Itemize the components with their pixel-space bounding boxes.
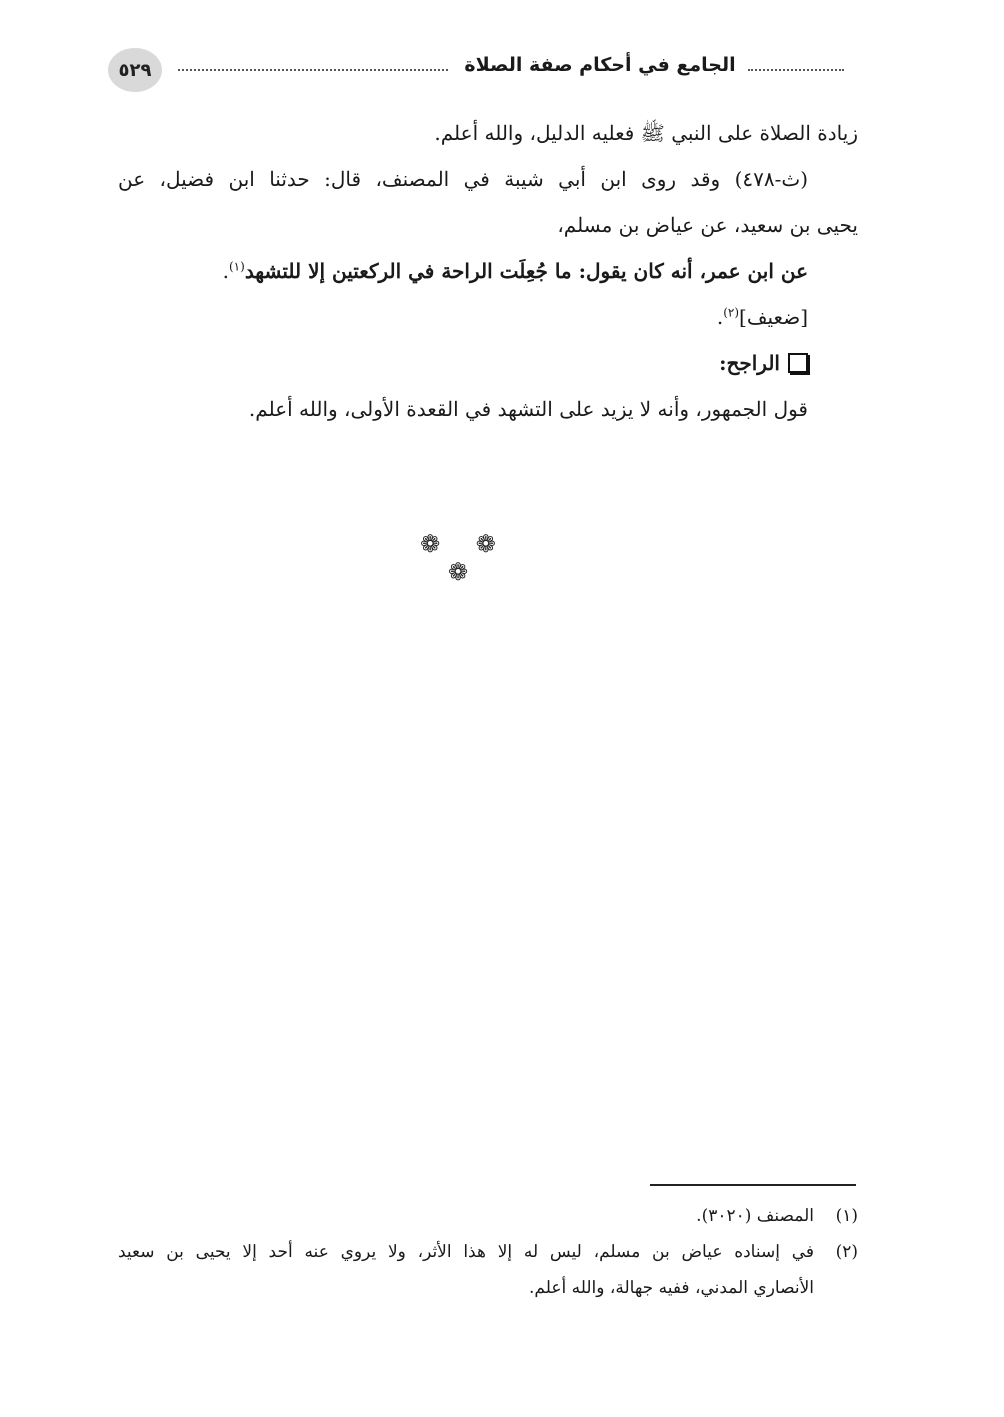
footnote-ref-1: (١)	[228, 259, 245, 274]
athar-text: عن ابن عمر، أنه كان يقول: ما جُعِلَت الراحة في الركعتين إلا للتشهد	[244, 259, 808, 283]
text-line: زيادة الصلاة على النبي ﷺ فعليه الدليل، والله أعلم.	[434, 121, 858, 145]
footnote-rule	[650, 1184, 856, 1186]
checkbox-square-icon	[788, 353, 808, 373]
header-dotted-leader-left	[178, 69, 448, 71]
footnote-ref-2: (٢)	[723, 305, 740, 320]
footnote-marker: (١)	[835, 1206, 858, 1226]
footnotes	[118, 1198, 858, 1306]
text-line: قول الجمهور، وأنه لا يزيد على التشهد في القعدة الأولى، والله أعلم.	[248, 397, 808, 421]
grading-text: [ضعيف]	[739, 305, 808, 329]
grading-period: .	[716, 305, 724, 329]
footnote-text: المصنف (٣٠٢٠).	[696, 1206, 814, 1226]
grading-line	[118, 294, 858, 340]
athar-period: .	[222, 259, 229, 283]
page-header	[108, 44, 844, 96]
footnote-text: في إسناده عياض بن مسلم، ليس له إلا هذا الأثر، ولا يروي عنه أحد إلا يحيى بن سعيد	[118, 1242, 814, 1262]
main-text	[118, 110, 858, 432]
header-dotted-leader-right	[748, 69, 844, 71]
footnote-marker: (٢)	[835, 1242, 858, 1262]
running-title: الجامع في أحكام صفة الصلاة	[464, 54, 736, 76]
ornament-separator: ❁ ❁ ❁	[420, 530, 510, 586]
text-line: يحيى بن سعيد، عن عياض بن مسلم،	[557, 213, 858, 237]
quoted-athar-line	[118, 248, 858, 294]
footnote-1	[118, 1198, 858, 1234]
section-heading	[118, 340, 858, 386]
footnote-2-continuation: الأنصاري المدني، ففيه جهالة، والله أعلم.	[529, 1278, 814, 1298]
page-number-badge: ٥٢٩	[108, 48, 162, 92]
text-line: (ث-٤٧٨) وقد روى ابن أبي شيبة في المصنف، قال: حدثنا ابن فضيل، عن	[118, 167, 808, 191]
footnote-2	[118, 1234, 858, 1270]
heading-text: الراجح:	[719, 351, 780, 375]
